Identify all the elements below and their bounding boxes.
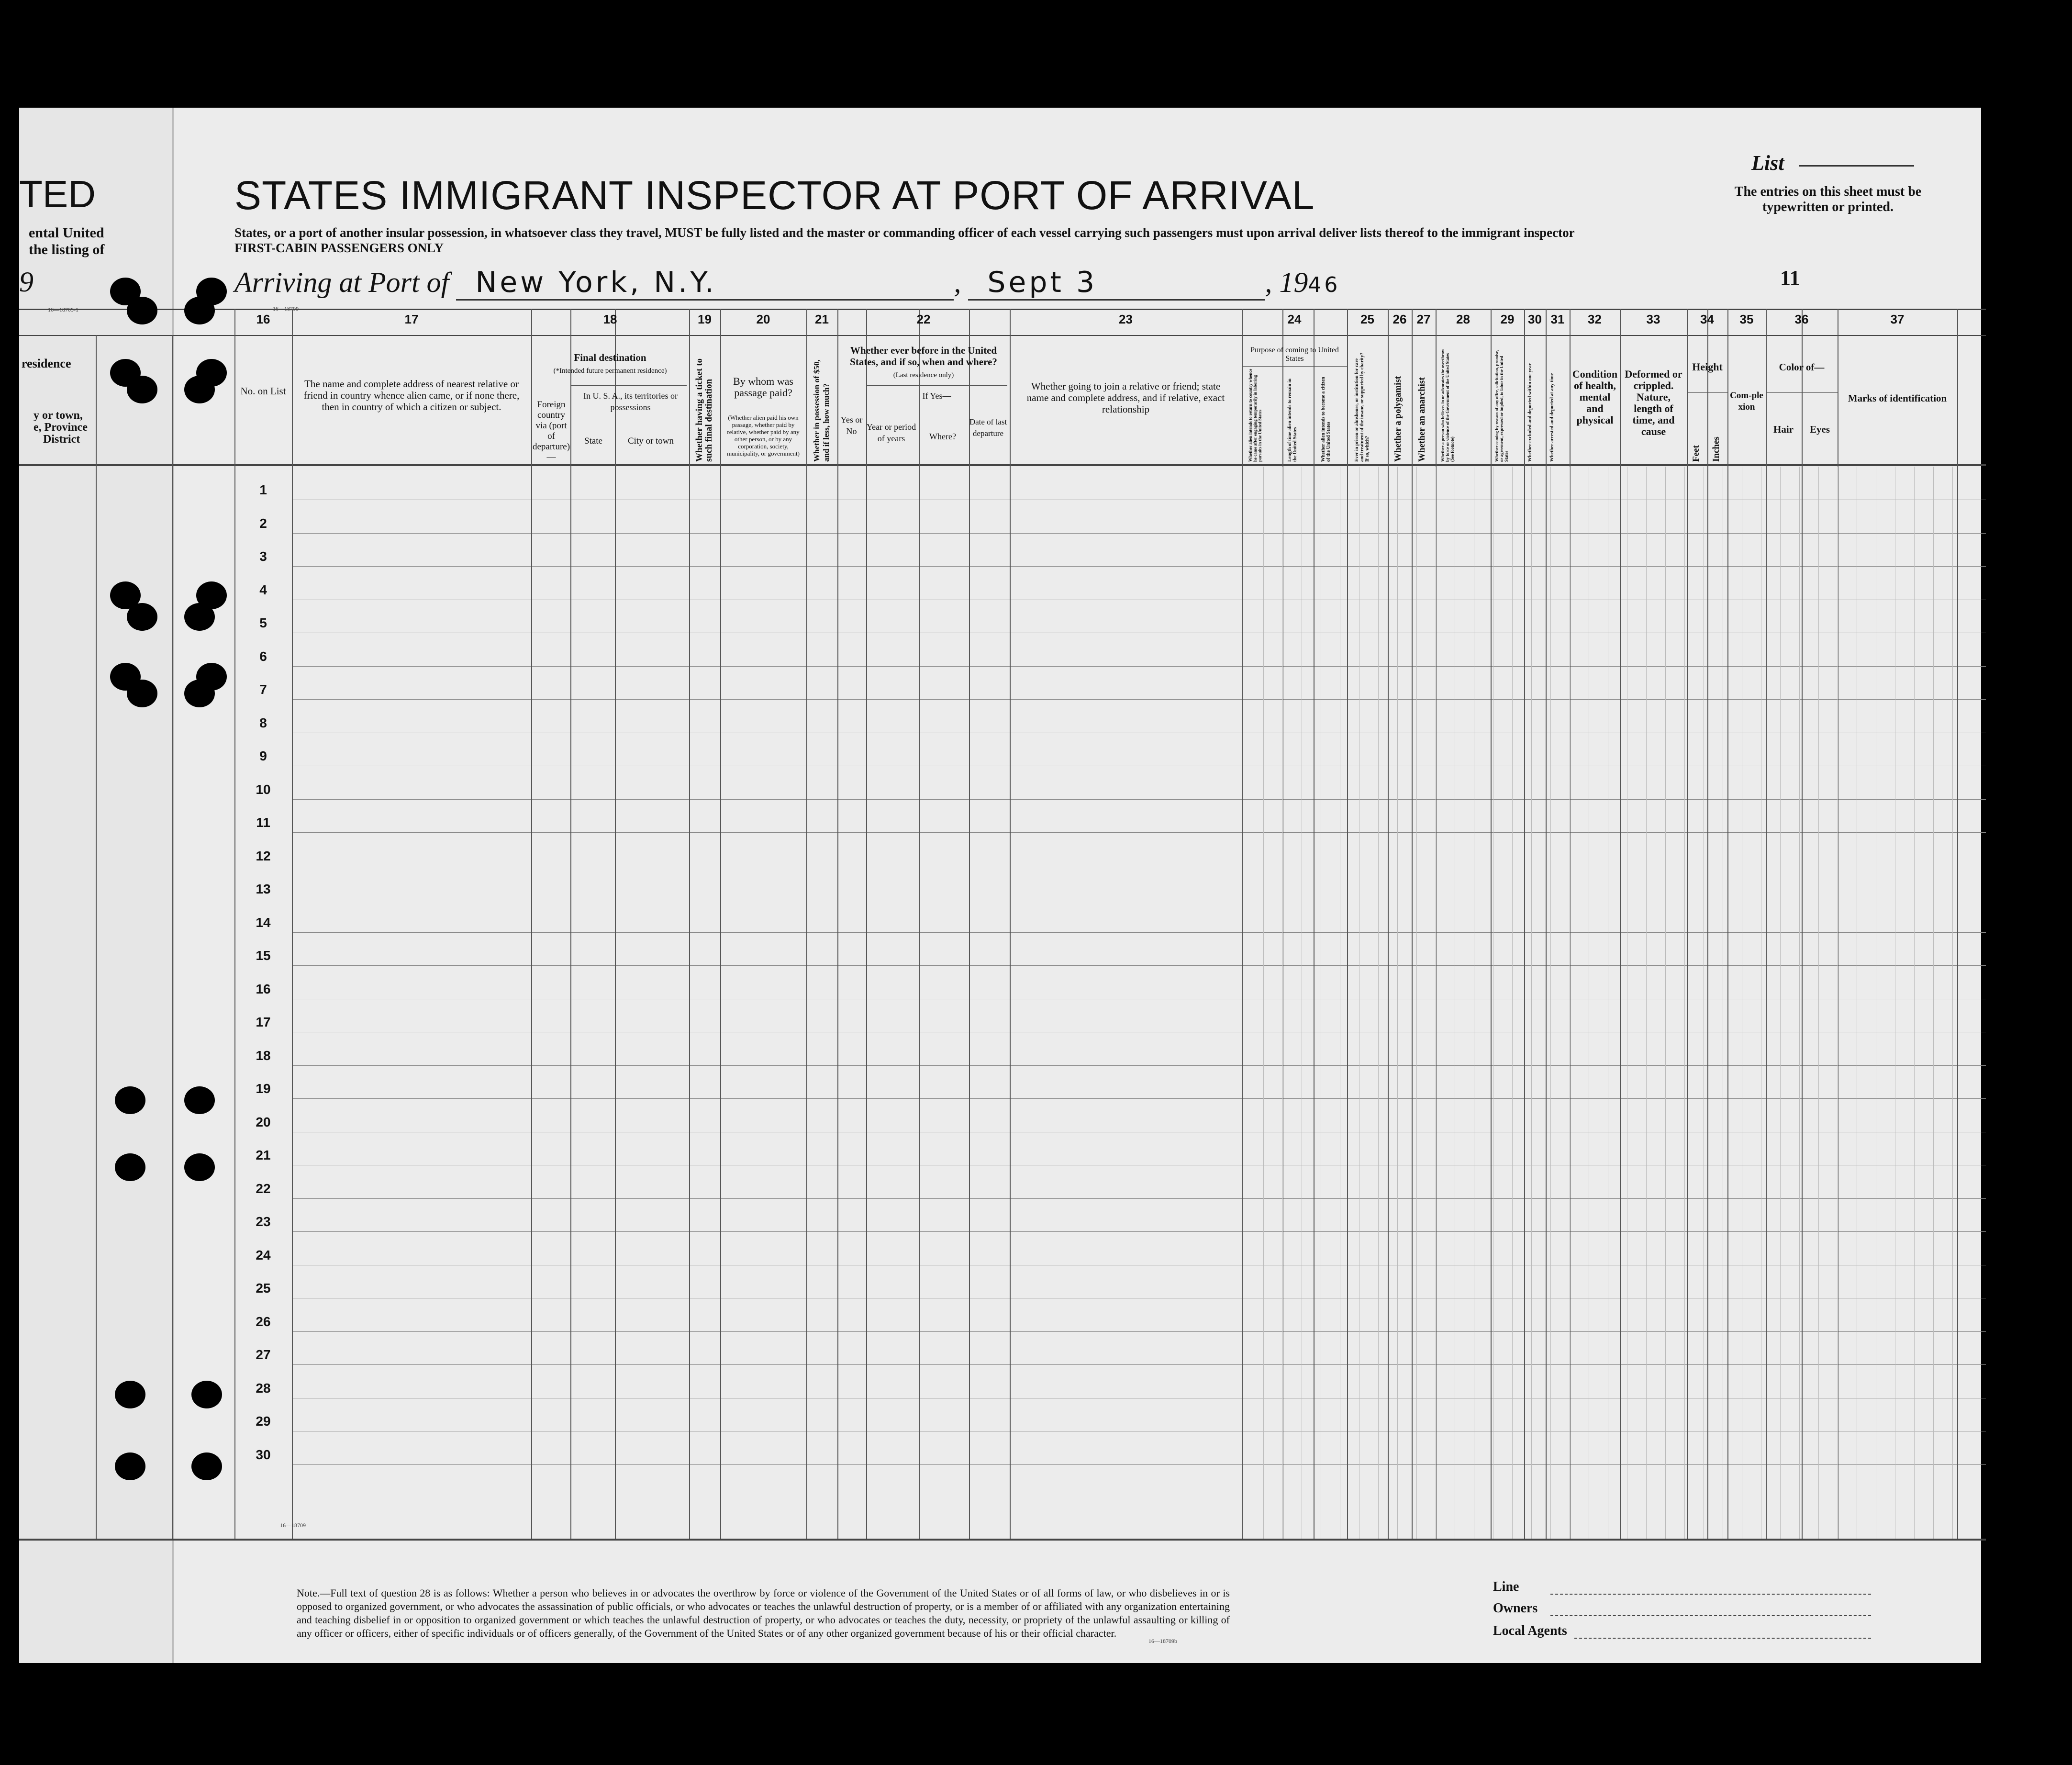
row-number: 13 xyxy=(256,882,271,896)
row-number: 18 xyxy=(256,1048,271,1063)
row-number: 15 xyxy=(256,948,271,963)
list-number: 11 xyxy=(1780,266,1800,290)
column-rule xyxy=(1727,309,1728,1539)
punch-hole xyxy=(115,1153,145,1181)
col-22-label: Whether ever before in the United States, and if so, when and where? xyxy=(850,345,997,368)
form-code-footer: 16—18709b xyxy=(1148,1638,1177,1644)
entries-note: The entries on this sheet must be typewritten or printed. xyxy=(1734,184,1922,214)
col-num-30: 30 xyxy=(1528,312,1542,326)
punch-hole xyxy=(196,359,227,387)
row-number: 21 xyxy=(256,1148,271,1162)
col-num-32: 32 xyxy=(1588,312,1602,326)
row-number: 11 xyxy=(256,815,270,830)
form-code-left: 16—18709-1 xyxy=(48,306,78,313)
row-rule xyxy=(292,932,1986,933)
fill-rule xyxy=(1952,467,1953,1539)
col-22-years: Year or period of years xyxy=(866,422,916,443)
col-num-22: 22 xyxy=(916,312,931,326)
port-field[interactable]: New York, N.Y. xyxy=(456,266,954,301)
col-36-eyes: Eyes xyxy=(1810,424,1830,435)
year-field[interactable]: 46 xyxy=(1308,273,1341,297)
col-34-feet: Feet xyxy=(1691,445,1701,462)
column-rule xyxy=(1707,309,1708,1539)
col-20-label: By whom was passage paid? xyxy=(733,375,793,399)
left-page-residence: residence xyxy=(22,357,71,370)
col-num-18: 18 xyxy=(603,312,617,326)
row-rule xyxy=(292,1464,1986,1465)
punch-hole xyxy=(127,603,157,631)
col-num-31: 31 xyxy=(1550,312,1565,326)
form-title: STATES IMMIGRANT INSPECTOR AT PORT OF ARRIVAL xyxy=(234,173,1315,218)
row-rule xyxy=(292,1364,1986,1365)
row-number: 6 xyxy=(259,648,267,664)
column-rule xyxy=(172,335,173,1539)
list-label: List xyxy=(1751,151,1784,175)
row-number: 26 xyxy=(256,1314,271,1329)
row-number: 19 xyxy=(256,1081,271,1096)
fill-rule xyxy=(1397,467,1398,1539)
row-number: 20 xyxy=(256,1114,271,1129)
col-23-label: Whether going to join a relative or friend; state name and complete address, and if relative, exact relationship xyxy=(1026,380,1225,415)
fill-rule xyxy=(1282,467,1283,1539)
col-20-sub: (Whether alien paid his own passage, whether paid by relative, whether paid by any other person, or by any corporation, society, municipality, or government) xyxy=(727,414,800,457)
row-number: 2 xyxy=(259,515,267,531)
row-number: 4 xyxy=(259,582,267,597)
fill-rule xyxy=(1933,467,1934,1539)
column-rule xyxy=(969,309,970,1539)
row-rule xyxy=(292,1065,1986,1066)
left-page-city-town: y or town, xyxy=(33,409,83,422)
row-number: 8 xyxy=(259,715,267,730)
fill-rule xyxy=(1416,467,1417,1539)
column-rule xyxy=(1620,309,1621,1539)
local-agents-label: Local Agents xyxy=(1493,1623,1567,1638)
row-rule xyxy=(292,832,1986,833)
column-rule xyxy=(1388,309,1389,1539)
punch-hole xyxy=(127,297,157,324)
col-num-27: 27 xyxy=(1416,312,1431,326)
row-number: 25 xyxy=(256,1281,271,1296)
punch-hole xyxy=(127,680,157,707)
col-18-sub: (*Intended future permanent residence) xyxy=(553,367,667,375)
col-num-17: 17 xyxy=(404,312,419,326)
subheader-rule xyxy=(570,385,687,386)
row-number: 29 xyxy=(256,1414,271,1429)
col-24-label: Purpose of coming to United States xyxy=(1250,346,1339,363)
col-22-where: Where? xyxy=(929,432,956,441)
col-num-33: 33 xyxy=(1646,312,1660,326)
col-num-20: 20 xyxy=(756,312,770,326)
punch-hole xyxy=(115,1381,145,1408)
col-19-label: Whether having a ticket to such final destination xyxy=(694,358,714,462)
list-line xyxy=(1799,165,1914,167)
col-35-label: Com-plexion xyxy=(1730,391,1763,412)
row-number: 23 xyxy=(256,1214,271,1229)
form-subtitle-text: States, or a port of another insular possession, in whatsoever class they travel, MUST be fully listed and the master or commanding officer of each vessel carrying such passengers must upon arrival deliver lists thereof to the immigrant inspector xyxy=(234,225,1575,240)
col-num-35: 35 xyxy=(1739,312,1754,326)
col-33-label: Deformed or crippled. Nature, length of time, and cause xyxy=(1625,368,1682,437)
col-22-ifyes: If Yes— xyxy=(922,391,951,401)
fill-rule xyxy=(1684,467,1685,1539)
punch-hole xyxy=(115,1452,145,1480)
col-num-16: 16 xyxy=(256,312,270,326)
col-34-inches: Inches xyxy=(1711,436,1721,462)
fill-rule xyxy=(1263,467,1264,1539)
manifest-table xyxy=(19,309,1986,1539)
row-rule xyxy=(292,566,1986,567)
punch-hole xyxy=(191,1452,222,1480)
fill-rule xyxy=(1531,467,1532,1539)
local-agents-field[interactable] xyxy=(1574,1638,1871,1639)
left-page-line-2: the listing of xyxy=(29,242,105,257)
col-24-a: Whether alien intends to return to country whence he came after engaging temporarily in laboring pursuits in the United States xyxy=(1248,369,1262,462)
col-22-yesno: Yes or No xyxy=(840,415,863,436)
col-num-34: 34 xyxy=(1700,312,1714,326)
col-22-date: Date of last departure xyxy=(969,417,1007,438)
left-page-line-1: ental United xyxy=(29,225,104,241)
form-subtitle xyxy=(234,225,1646,256)
column-rule xyxy=(570,309,571,1539)
fill-rule xyxy=(1799,467,1800,1539)
row-rule xyxy=(292,1231,1986,1232)
col-31-label: Whether arrested and deported at any time xyxy=(1549,373,1555,462)
column-rule xyxy=(837,309,838,1539)
table-bottom-rule xyxy=(19,1539,1986,1541)
punch-hole xyxy=(196,663,227,691)
col-18-state: State xyxy=(584,436,602,446)
col-32-label: Condition of health, mental and physical xyxy=(1572,368,1618,426)
column-rule xyxy=(866,309,867,1539)
punch-hole xyxy=(115,1086,145,1114)
col-num-26: 26 xyxy=(1392,312,1407,326)
row-rule xyxy=(292,1331,1986,1332)
col-30-label: Whether excluded and deported within one year xyxy=(1527,363,1533,462)
row-number: 9 xyxy=(259,748,267,763)
punch-hole xyxy=(196,581,227,609)
col-24-b: Length of time alien intends to remain in the United States xyxy=(1287,379,1298,462)
column-rule xyxy=(1802,309,1803,1539)
row-number: 3 xyxy=(259,549,267,564)
row-number: 22 xyxy=(256,1181,271,1196)
year-prefix: 19 xyxy=(1279,267,1308,298)
fill-rule xyxy=(1665,467,1666,1539)
row-rule xyxy=(292,699,1986,700)
row-rule xyxy=(292,1098,1986,1099)
arriving-label: Arriving at Port of xyxy=(234,267,449,298)
line-label: Line xyxy=(1493,1579,1519,1594)
left-page-title-fragment: TED xyxy=(19,173,96,215)
column-rule xyxy=(1766,309,1767,1539)
col-num-28: 28 xyxy=(1456,312,1470,326)
col-16-label: No. on List xyxy=(240,385,286,397)
col-24-c: Whether alien intends to become a citizen of the United States xyxy=(1321,377,1331,462)
punch-hole xyxy=(191,1381,222,1408)
subheader-rule xyxy=(1687,392,1727,393)
fill-rule xyxy=(1378,467,1379,1539)
col-18-city: City or town xyxy=(627,436,674,446)
subheader-rule xyxy=(866,385,1007,386)
col-29-label: Whether coming by reason of any offer, solicitation, promise, or agreement, expressed or implied, to labor in the United States xyxy=(1494,350,1509,462)
col-18-usa: In U. S. A., its territories or possessions xyxy=(583,391,678,412)
column-rule xyxy=(720,309,721,1539)
header-bottom-rule xyxy=(19,464,1986,466)
column-rule xyxy=(1957,309,1958,1539)
col-21-label: Whether in possession of $50, and if less, how much? xyxy=(812,359,831,462)
row-rule xyxy=(292,1198,1986,1199)
punch-hole xyxy=(184,1153,215,1181)
col-26-label: Whether a polygamist xyxy=(1393,376,1403,462)
col-num-24: 24 xyxy=(1287,312,1302,326)
row-number: 10 xyxy=(256,782,271,797)
column-rule xyxy=(1546,309,1547,1539)
left-page-province: e, Province xyxy=(33,421,88,434)
row-number: 16 xyxy=(256,981,271,996)
column-rule xyxy=(1412,309,1413,1539)
fill-rule xyxy=(1512,467,1513,1539)
row-rule xyxy=(292,965,1986,966)
row-rule xyxy=(292,799,1986,800)
date-field[interactable]: Sept 3 xyxy=(968,266,1265,301)
left-page-digit: 9 xyxy=(19,266,33,298)
column-rule xyxy=(919,309,920,1539)
column-rule xyxy=(1491,309,1492,1539)
question-28-footnote: Note.—Full text of question 28 is as follows: Whether a person who believes in or advocates the overthrow by force or violence of the Government of the United States or of all forms of law, or who disbelieves in or is opposed to organized government, or who advocates the assassination of public officials, or who advocates or teaches the unlawful destruction of property, or is a member of or affiliated with any organization entertaining and teaching disbelief in or opposition to organized government or which teaches the unlawful destruction of property, or who advocates or teaches the duty, necessity, or propriety of the unlawful assaulting or killing of any officer or officers, either of specific individuals or of officers generally, of the Government of the United States or of any other organized government because of his or their official character. xyxy=(297,1587,1230,1639)
column-rule xyxy=(292,309,293,1539)
col-num-25: 25 xyxy=(1360,312,1374,326)
col-37-label: Marks of identification xyxy=(1848,392,1947,404)
col-36-hair: Hair xyxy=(1773,424,1794,435)
col-num-37: 37 xyxy=(1890,312,1905,326)
fill-rule xyxy=(1550,467,1551,1539)
form-code-bottom: 16—18709 xyxy=(280,1522,306,1529)
punch-hole xyxy=(184,1086,215,1114)
fill-rule xyxy=(1818,467,1819,1539)
row-rule xyxy=(292,533,1986,534)
column-rule xyxy=(96,335,97,1539)
col-18-foreign: Foreign country via (port of departure)— xyxy=(532,400,570,462)
fill-rule xyxy=(1646,467,1647,1539)
fill-rule xyxy=(1780,467,1781,1539)
column-number-rule xyxy=(19,335,1986,336)
row-number: 1 xyxy=(259,482,267,497)
col-28-label: Whether a person who believes in or advocates the overthrow by force or violence of the Government of the United States (See footnote) xyxy=(1440,349,1455,462)
owners-field[interactable] xyxy=(1550,1615,1871,1616)
column-rule xyxy=(1242,309,1243,1539)
col-27-label: Whether an anarchist xyxy=(1417,377,1427,462)
col-num-21: 21 xyxy=(815,312,829,326)
col-num-23: 23 xyxy=(1119,312,1133,326)
subheader-rule xyxy=(1766,392,1838,393)
row-number: 30 xyxy=(256,1447,271,1462)
col-36-label: Color of— xyxy=(1779,361,1825,373)
column-rule xyxy=(531,309,532,1539)
row-rule xyxy=(292,666,1986,667)
col-num-36: 36 xyxy=(1794,312,1809,326)
column-rule xyxy=(1524,309,1525,1539)
punch-hole xyxy=(196,278,227,305)
col-num-19: 19 xyxy=(698,312,712,326)
column-rule xyxy=(806,309,807,1539)
form-subtitle-class: FIRST-CABIN PASSENGERS ONLY xyxy=(234,241,444,255)
line-field[interactable] xyxy=(1550,1594,1871,1595)
punch-hole xyxy=(127,376,157,403)
col-34-label: Height xyxy=(1692,361,1723,373)
column-rule xyxy=(1347,309,1348,1539)
arriving-line: Arriving at Port of New York, N.Y. , Sept 3 , 1946 xyxy=(234,266,1340,301)
row-number: 28 xyxy=(256,1380,271,1396)
col-num-29: 29 xyxy=(1500,312,1515,326)
column-rule xyxy=(615,309,616,1539)
row-number: 5 xyxy=(259,615,267,630)
row-number: 14 xyxy=(256,915,271,930)
row-number: 24 xyxy=(256,1247,271,1262)
column-rule xyxy=(1010,309,1011,1539)
column-rule xyxy=(689,309,690,1539)
col-18-label: Final destination xyxy=(574,352,646,363)
row-number: 17 xyxy=(256,1015,271,1029)
row-number: 7 xyxy=(259,682,267,697)
col-17-label: The name and complete address of nearest relative or friend in country whence alien came, or if none there, then in country of which a citizen or subject. xyxy=(303,378,520,413)
row-number: 12 xyxy=(256,848,271,863)
col-25-label: Ever in prison or almshouse, or institution for care and treatment of the insane, or supported by charity? If so, which? xyxy=(1354,352,1370,462)
col-22-sub: (Last residence only) xyxy=(893,371,954,379)
owners-label: Owners xyxy=(1493,1601,1538,1616)
row-number: 27 xyxy=(256,1347,271,1362)
fill-rule xyxy=(1914,467,1915,1539)
column-rule xyxy=(1687,309,1688,1539)
form-code-top: 16—18709 xyxy=(273,305,299,312)
left-page-district: District xyxy=(43,433,80,446)
